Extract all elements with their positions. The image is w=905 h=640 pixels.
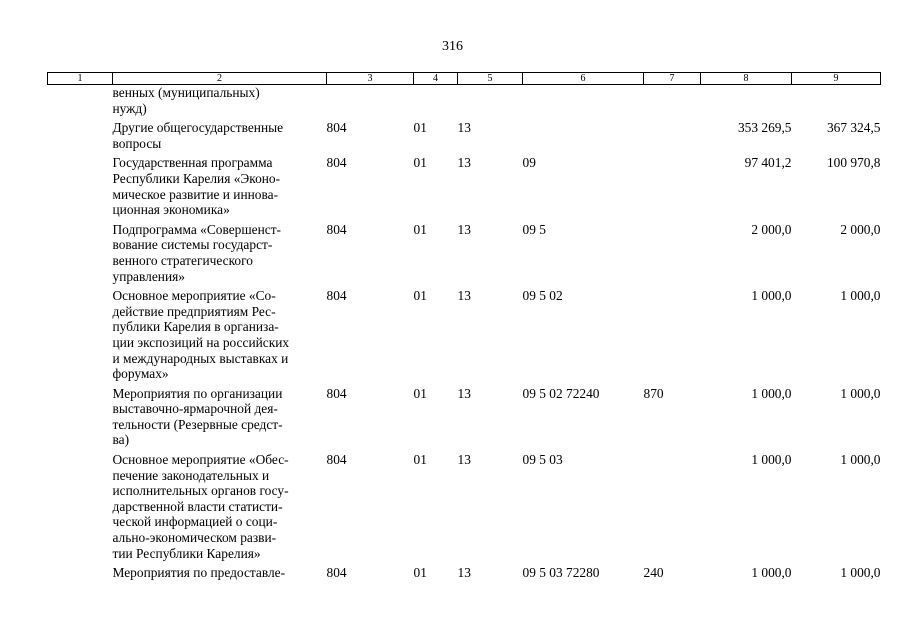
cell-c8 xyxy=(701,85,792,121)
table-row xyxy=(48,386,881,452)
row-name-line: и международных выставках и xyxy=(112,350,289,366)
row-name-cell xyxy=(113,85,327,121)
cell-c4: 01 xyxy=(413,221,427,237)
table-row xyxy=(48,155,881,221)
cell-c6: 09 5 xyxy=(522,221,546,237)
cell-c3: 804 xyxy=(326,452,347,468)
cell-c5: 13 xyxy=(457,565,471,581)
cell-c9: 1 000,0 xyxy=(840,288,881,304)
cell-c9: 1 000,0 xyxy=(840,565,881,581)
cell-col-1 xyxy=(48,288,113,386)
column-header: 2 xyxy=(113,73,327,85)
cell-c3: 804 xyxy=(326,565,347,581)
cell-c9 xyxy=(792,85,881,121)
cell-c4: 01 xyxy=(413,288,427,304)
cell-c8: 1 000,0 xyxy=(751,452,792,468)
budget-table xyxy=(47,72,881,585)
cell-c8: 2 000,0 xyxy=(751,221,792,237)
cell-c5 xyxy=(458,85,523,121)
cell-c7 xyxy=(644,120,701,155)
cell-c3: 804 xyxy=(326,221,347,237)
row-name-cell xyxy=(113,155,327,221)
cell-c6: 09 xyxy=(522,155,536,171)
row-name-line: дарственной власти статисти- xyxy=(112,498,283,514)
cell-c4: 01 xyxy=(413,565,427,581)
row-name-line: мическое развитие и иннова- xyxy=(112,186,279,202)
row-name-line: Другие общегосударственные xyxy=(112,120,284,136)
cell-c5: 13 xyxy=(457,120,471,136)
row-name-line: управления» xyxy=(112,268,185,284)
cell-c5: 13 xyxy=(457,155,471,171)
row-name-line: Мероприятия по организации xyxy=(112,385,283,401)
cell-c8: 353 269,5 xyxy=(737,120,792,136)
row-name-cell xyxy=(113,565,327,585)
cell-c9: 367 324,5 xyxy=(826,120,881,136)
cell-c6: 09 5 03 72280 xyxy=(522,565,600,581)
cell-col-1 xyxy=(48,222,113,288)
cell-c4: 01 xyxy=(413,385,427,401)
row-name-line: исполнительных органов госу- xyxy=(112,483,289,499)
cell-c8: 1 000,0 xyxy=(751,565,792,581)
table-header-row xyxy=(48,73,881,85)
table-row xyxy=(48,120,881,155)
cell-c6: 09 5 02 xyxy=(522,288,563,304)
cell-c7 xyxy=(644,155,701,221)
column-header: 3 xyxy=(327,73,414,85)
cell-c7: 870 xyxy=(643,385,664,401)
cell-col-1 xyxy=(48,386,113,452)
row-name-line: Мероприятия по предоставле- xyxy=(112,565,286,581)
cell-c7 xyxy=(644,288,701,386)
cell-col-1 xyxy=(48,155,113,221)
table-row xyxy=(48,85,881,121)
cell-c7 xyxy=(644,452,701,565)
row-name-line: действие предприятиям Рес- xyxy=(112,303,276,319)
column-header: 5 xyxy=(458,73,523,85)
cell-c4: 01 xyxy=(413,155,427,171)
row-name-line: ческой информацией о соци- xyxy=(112,514,278,530)
page-number: 316 xyxy=(442,39,463,54)
row-name-line: нужд) xyxy=(112,100,147,116)
row-name-line: ционная экономика» xyxy=(112,202,230,218)
cell-col-1 xyxy=(48,85,113,121)
table-row xyxy=(48,452,881,565)
row-name-cell xyxy=(113,222,327,288)
row-name-line: форумах» xyxy=(112,366,169,382)
column-header: 9 xyxy=(792,73,881,85)
row-name-line: Республики Карелия «Эконо- xyxy=(112,170,281,186)
cell-c5: 13 xyxy=(457,221,471,237)
cell-col-1 xyxy=(48,452,113,565)
cell-c4 xyxy=(414,85,458,121)
cell-c4: 01 xyxy=(413,120,427,136)
row-name-line: венного стратегического xyxy=(112,252,253,268)
row-name-line: Основное мероприятие «Со- xyxy=(112,288,276,304)
column-header: 1 xyxy=(48,73,113,85)
cell-c9: 2 000,0 xyxy=(840,221,881,237)
cell-c9: 1 000,0 xyxy=(840,385,881,401)
cell-c3: 804 xyxy=(326,120,347,136)
row-name-line: венных (муниципальных) xyxy=(112,85,260,100)
cell-c8: 1 000,0 xyxy=(751,385,792,401)
cell-c5: 13 xyxy=(457,288,471,304)
cell-c9: 100 970,8 xyxy=(826,155,881,171)
row-name-cell xyxy=(113,120,327,155)
table-row xyxy=(48,288,881,386)
cell-c9: 1 000,0 xyxy=(840,452,881,468)
row-name-line: тии Республики Карелия» xyxy=(112,545,261,561)
cell-c3 xyxy=(327,85,414,121)
cell-col-1 xyxy=(48,565,113,585)
row-name-line: Подпрограмма «Совершенст- xyxy=(112,221,282,237)
cell-c7 xyxy=(644,85,701,121)
row-name-line: печение законодательных и xyxy=(112,467,270,483)
row-name-cell xyxy=(113,386,327,452)
row-name-line: Основное мероприятие «Обес- xyxy=(112,452,289,468)
cell-c7: 240 xyxy=(643,565,664,581)
column-header: 4 xyxy=(414,73,458,85)
cell-c6: 09 5 02 72240 xyxy=(522,385,600,401)
row-name-line: публики Карелия в организа- xyxy=(112,319,279,335)
cell-c8: 97 401,2 xyxy=(744,155,792,171)
table-row xyxy=(48,222,881,288)
row-name-line: ва) xyxy=(112,432,130,448)
table-row xyxy=(48,565,881,585)
row-name-line: вопросы xyxy=(112,135,162,151)
row-name-line: Государственная программа xyxy=(112,155,273,171)
row-name-cell xyxy=(113,288,327,386)
row-name-line: вование системы государст- xyxy=(112,237,273,253)
cell-c6: 09 5 03 xyxy=(522,452,563,468)
cell-c4: 01 xyxy=(413,452,427,468)
cell-c3: 804 xyxy=(326,288,347,304)
cell-col-1 xyxy=(48,120,113,155)
row-name-line: тельности (Резервные средст- xyxy=(112,416,283,432)
cell-c5: 13 xyxy=(457,385,471,401)
column-header: 8 xyxy=(701,73,792,85)
column-header: 6 xyxy=(523,73,644,85)
cell-c5: 13 xyxy=(457,452,471,468)
row-name-line: выставочно-ярмарочной дея- xyxy=(112,401,278,417)
cell-c8: 1 000,0 xyxy=(751,288,792,304)
cell-c3: 804 xyxy=(326,385,347,401)
cell-c3: 804 xyxy=(326,155,347,171)
row-name-cell xyxy=(113,452,327,565)
cell-c6 xyxy=(523,85,644,121)
cell-c7 xyxy=(644,222,701,288)
cell-c6 xyxy=(523,120,644,155)
column-header: 7 xyxy=(644,73,701,85)
row-name-line: ции экспозиций на российских xyxy=(112,334,290,350)
row-name-line: ально-экономическом разви- xyxy=(112,530,277,546)
